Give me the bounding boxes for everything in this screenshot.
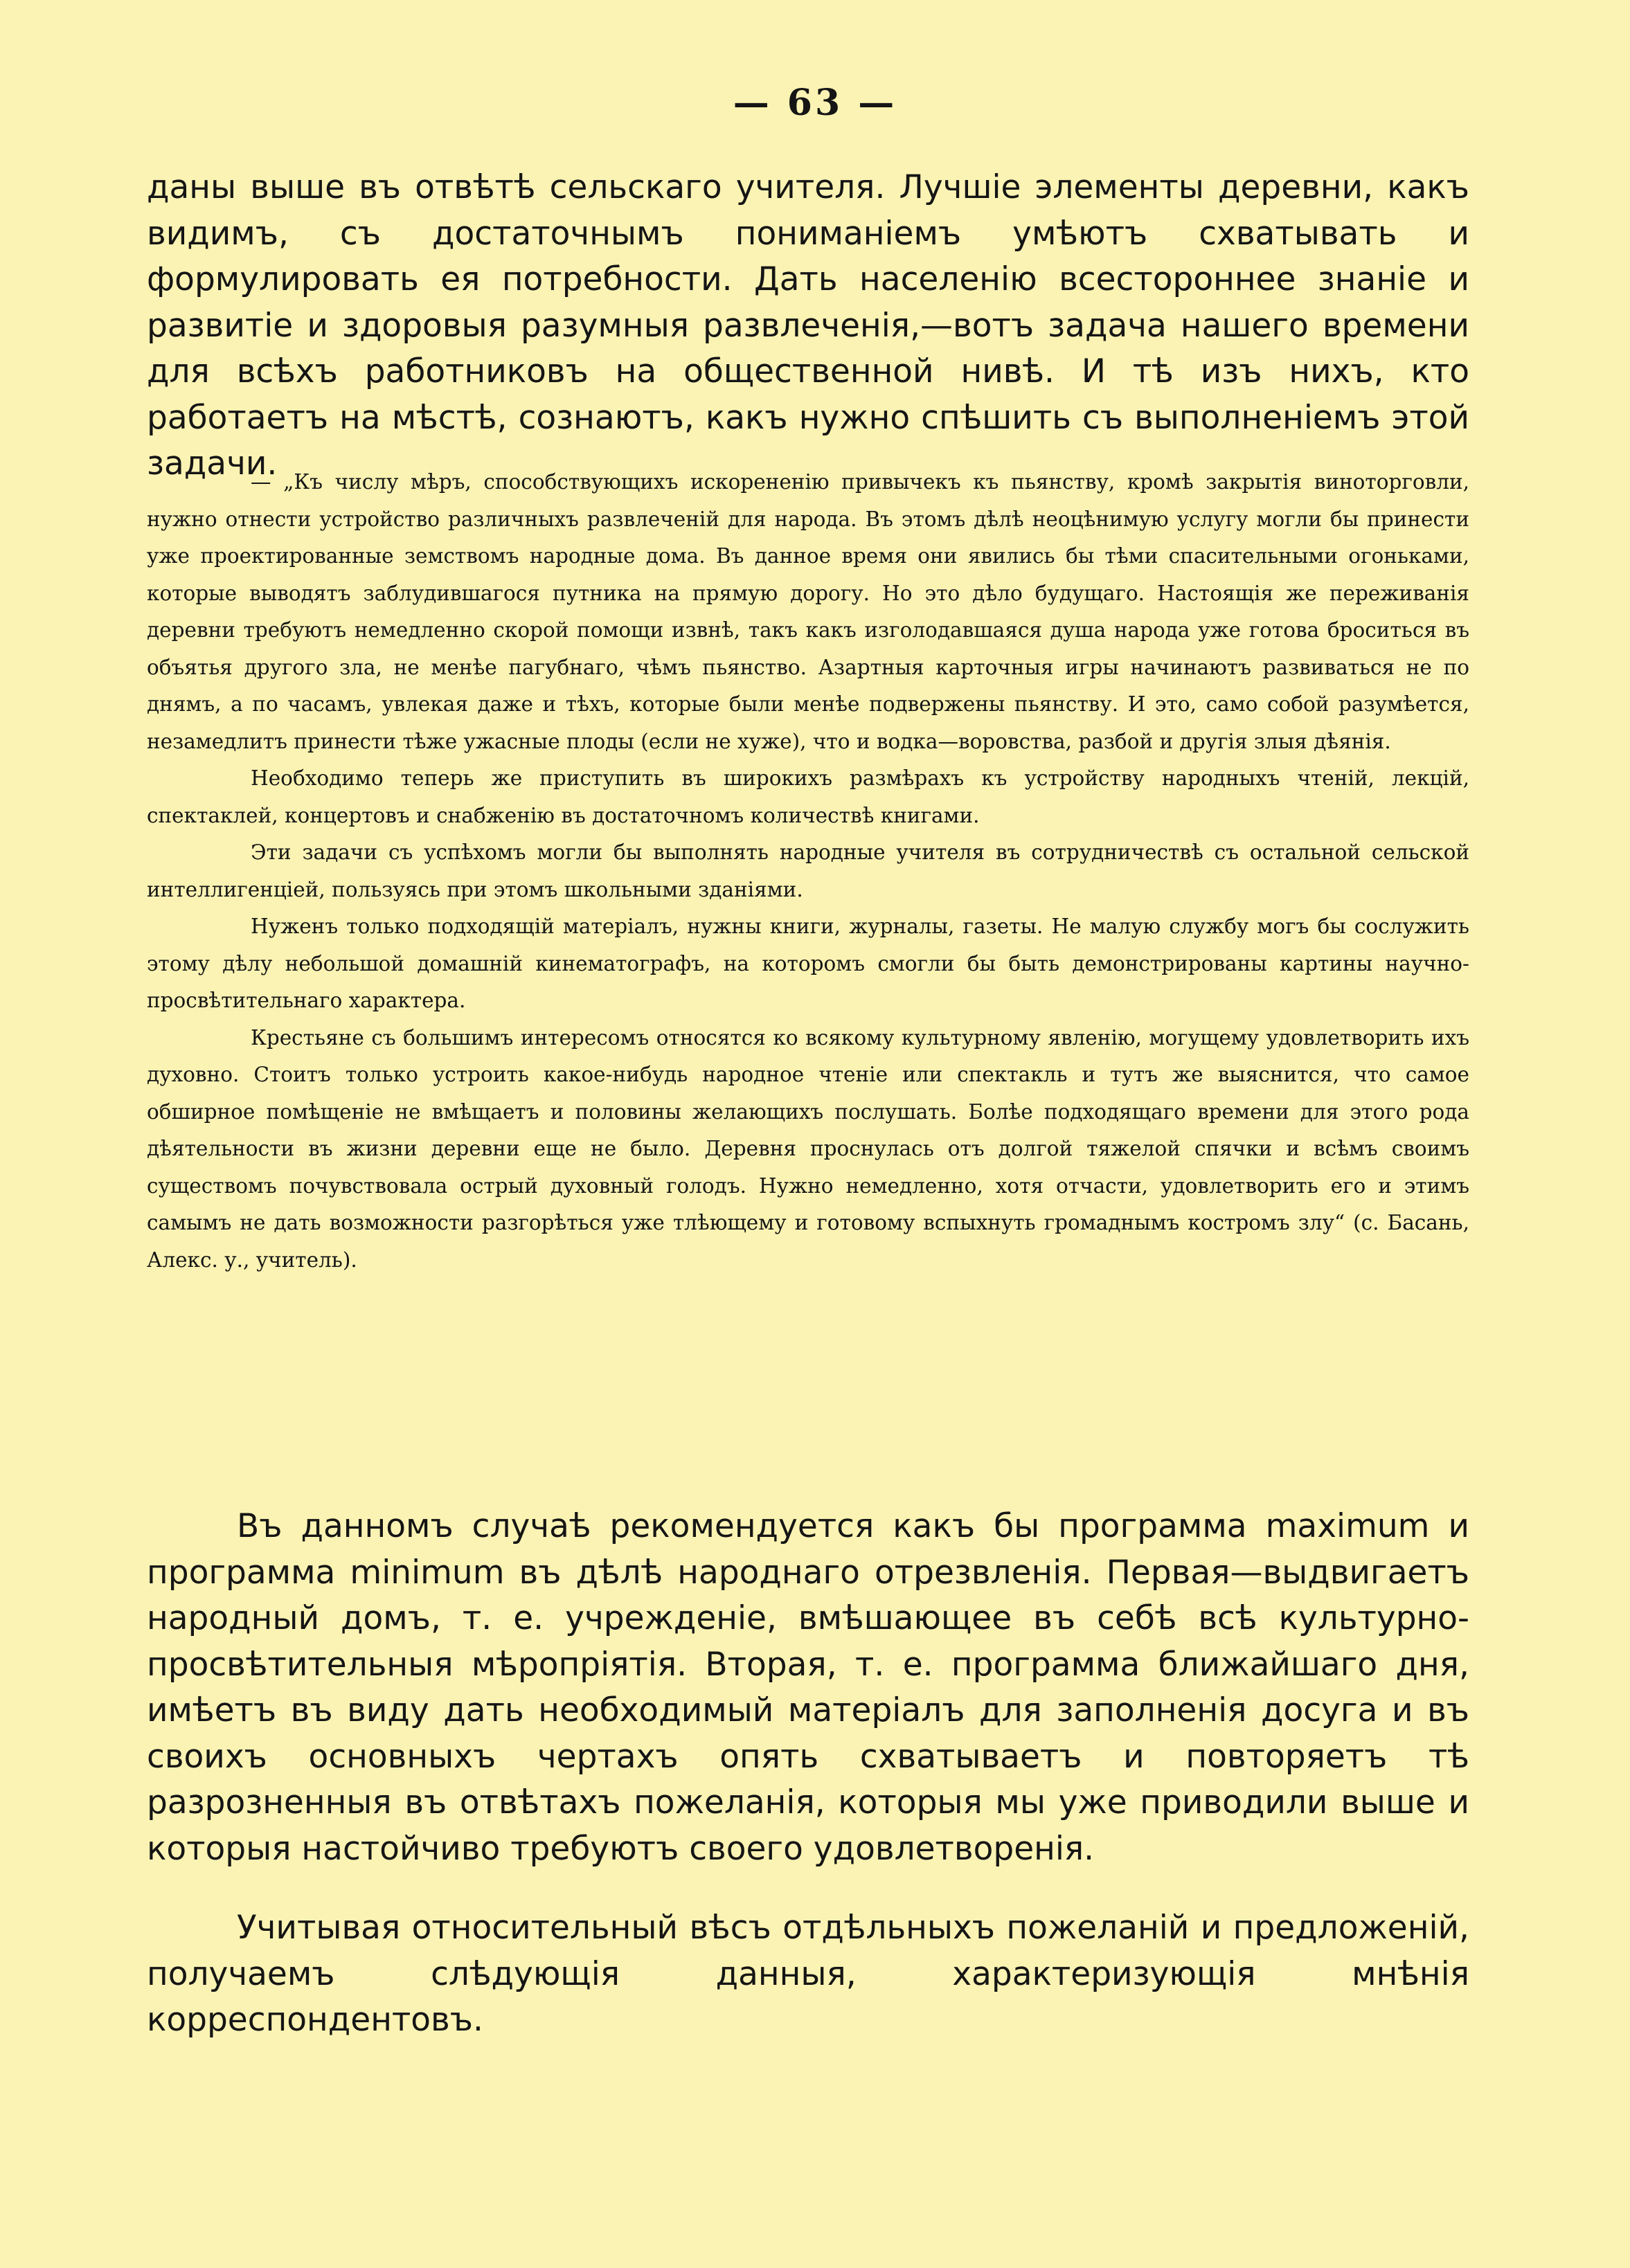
quote-paragraph-5: Крестьяне съ большимъ интересомъ относятся ко всякому культурному явленію, могущему удовлетворить ихъ духовно. Стоитъ только устроить какое-нибудь народное чтеніе или спектакль и тутъ же выяснится, что самое обширное помѣщеніе не вмѣщаетъ и половины желающихъ послушать. Болѣе подходящаго времени для этого рода дѣятельности въ жизни деревни еще не было. Деревня проснулась отъ долгой тяжелой спячки и всѣмъ своимъ существомъ почувствовала острый духовный голодъ. Нужно немедленно, хотя отчасти, удовлетворить его и этимъ самымъ не дать возможности разгорѣться уже тлѣющему и готовому вспыхнуть громаднымъ костромъ злу“ (с. Басань, Алекс. у., учитель).	[147, 1025, 1469, 1272]
program-paragraph: Въ данномъ случаѣ рекомендуется какъ бы программа maximum и программа minimum въ дѣлѣ народнаго отрезвленія. Первая—выдвигаетъ народный домъ, т. е. учрежденіе, вмѣшающее въ себѣ всѣ культурно-просвѣтительныя мѣропріятія. Вторая, т. е. программа ближайшаго дня, имѣетъ въ виду дать необходимый матеріалъ для заполненія досуга и въ своихъ основныхъ чертахъ опять схватываетъ и повторяетъ тѣ разрозненныя въ отвѣтахъ пожеланія, которыя мы уже приводили выше и которыя настойчиво требуютъ своего удовлетворенія.	[147, 1507, 1469, 1868]
page-number: — 63 —	[733, 82, 897, 124]
closing-paragraph: Учитывая относительный вѣсъ отдѣльныхъ пожеланій и предложеній, получаемъ слѣдующія данныя, характеризующія мнѣнія корреспондентовъ.	[147, 1909, 1469, 2039]
quote-paragraph-1: — „Къ числу мѣръ, способствующихъ искорененію привычекъ къ пьянству, кромѣ закрытія виноторговли, нужно отнести устройство различныхъ развлеченій для народа. Въ этомъ дѣлѣ неоцѣнимую услугу могли бы принести уже проектированные земствомъ народные дома. Въ данное время они явились бы тѣми спасительными огоньками, которые выводятъ заблудившагося путника на прямую дорогу. Но это дѣло будущаго. Настоящія же переживанія деревни требуютъ немедленно скорой помощи извнѣ, такъ какъ изголодавшаяся душа народа уже готова броситься въ объятья другого зла, не менѣе пагубнаго, чѣмъ пьянство. Азартныя карточныя игры начинаютъ развиваться не по днямъ, а по часамъ, увлекая даже и тѣхъ, которые были менѣе подвержены пьянству. И это, само собой разумѣется, незамедлитъ принести тѣже ужасные плоды (если не хуже), что и водка—воровства, разбой и другія злыя дѣянія.	[147, 470, 1469, 753]
quote-paragraph-4: Нуженъ только подходящій матеріалъ, нужны книги, журналы, газеты. Не малую службу могъ бы сослужить этому дѣлу небольшой домашній кинематографъ, на которомъ смогли бы быть демонстрированы картины научно-просвѣтительнаго характера.	[147, 915, 1469, 1012]
intro-paragraph: даны выше въ отвѣтѣ сельскаго учителя. Лучшіе элементы деревни, какъ видимъ, съ достаточнымъ пониманіемъ умѣютъ схватывать и формулировать ея потребности. Дать населенію всестороннее знаніе и развитіе и здоровыя разумныя развлеченія,—вотъ задача нашего времени для всѣхъ работниковъ на общественной нивѣ. И тѣ изъ нихъ, кто работаетъ на мѣстѣ, сознаютъ, какъ нужно спѣшить съ выполненіемъ этой задачи.	[147, 168, 1469, 483]
quote-paragraph-2: Необходимо теперь же приступить въ широкихъ размѣрахъ къ устройству народныхъ чтеній, лекцій, спектаклей, концертовъ и снабженію въ достаточномъ количествѣ книгами.	[147, 766, 1469, 827]
quote-paragraph-3: Эти задачи съ успѣхомъ могли бы выполнять народные учителя въ сотрудничествѣ съ остальной сельской интеллигенціей, пользуясь при этомъ школьными зданіями.	[147, 840, 1469, 901]
quoted-letter	[147, 464, 1469, 1279]
